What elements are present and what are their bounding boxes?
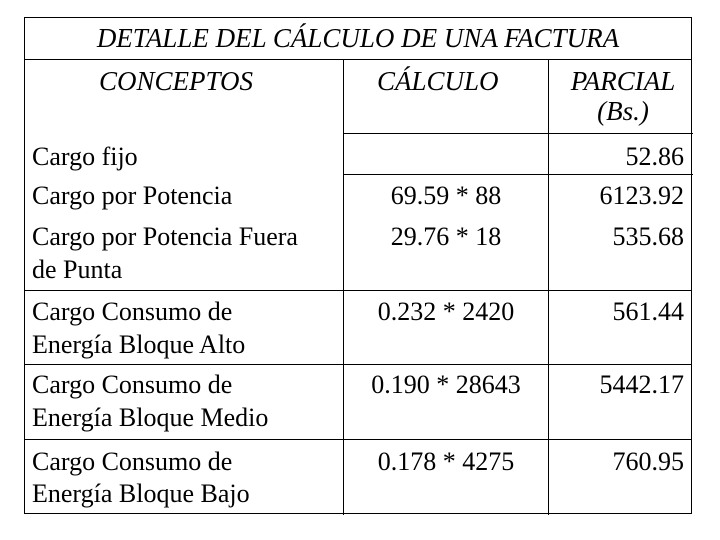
title-divider bbox=[25, 59, 691, 60]
row-divider bbox=[25, 364, 691, 365]
row-6-partial: 760.95 bbox=[612, 447, 684, 476]
row-5-partial: 5442.17 bbox=[599, 370, 684, 399]
row-5-concept-line2: Energía Bloque Medio bbox=[32, 403, 269, 432]
row-3-concept-line2: de Punta bbox=[32, 255, 123, 284]
row-5-concept-line1: Cargo Consumo de bbox=[32, 370, 233, 399]
row-4-calculation: 0.232 * 2420 bbox=[377, 297, 515, 326]
row-5-calculation: 0.190 * 28643 bbox=[371, 370, 521, 399]
row-divider bbox=[343, 174, 693, 175]
invoice-detail-table bbox=[24, 17, 692, 514]
row-3-concept-line1: Cargo por Potencia Fuera bbox=[32, 222, 298, 251]
row-6-calculation: 0.178 * 4275 bbox=[377, 447, 515, 476]
header-partial-unit: (Bs.) bbox=[597, 96, 649, 126]
header-divider bbox=[343, 133, 693, 134]
row-3-partial: 535.68 bbox=[612, 222, 684, 251]
row-divider bbox=[25, 290, 691, 291]
row-4-concept-line1: Cargo Consumo de bbox=[32, 297, 233, 326]
header-calculation: CÁLCULO bbox=[377, 66, 499, 96]
row-2-partial: 6123.92 bbox=[599, 181, 684, 210]
row-1-partial: 52.86 bbox=[625, 142, 684, 171]
row-4-partial: 561.44 bbox=[612, 297, 684, 326]
row-3-calculation: 29.76 * 18 bbox=[390, 222, 502, 251]
row-6-concept-line2: Energía Bloque Bajo bbox=[32, 479, 250, 508]
row-6-concept-line1: Cargo Consumo de bbox=[32, 447, 233, 476]
header-concepts: CONCEPTOS bbox=[99, 66, 254, 96]
header-partial-label: PARCIAL bbox=[570, 66, 676, 96]
table-title: DETALLE DEL CÁLCULO DE UNA FACTURA bbox=[96, 23, 620, 53]
row-2-calculation: 69.59 * 88 bbox=[390, 181, 502, 210]
row-1-concept: Cargo fijo bbox=[32, 142, 138, 171]
row-2-concept: Cargo por Potencia bbox=[32, 181, 233, 210]
row-4-concept-line2: Energía Bloque Alto bbox=[32, 330, 246, 359]
row-divider bbox=[25, 439, 691, 440]
